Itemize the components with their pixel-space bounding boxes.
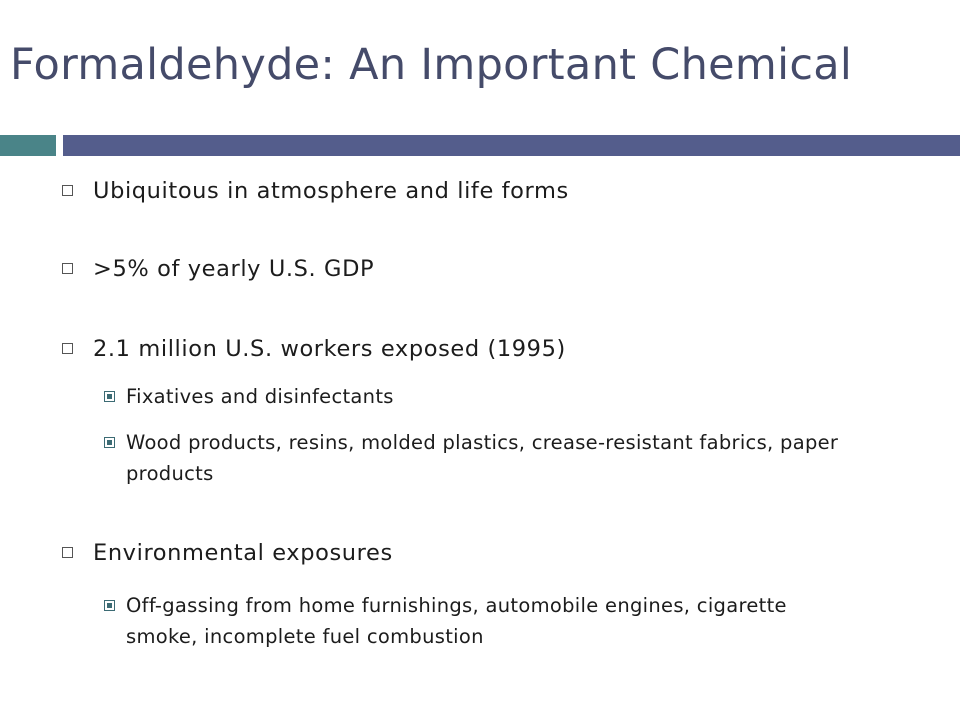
hollow-square-bullet-icon bbox=[62, 343, 73, 354]
hollow-square-bullet-icon bbox=[62, 263, 73, 274]
sub-bullet-text: Off-gassing from home furnishings, automobile engines, cigarette smoke, incomplete fuel combustion bbox=[126, 594, 787, 648]
hollow-square-bullet-icon bbox=[62, 547, 73, 558]
bullet-text: Environmental exposures bbox=[93, 540, 393, 566]
bullet-text: 2.1 million U.S. workers exposed (1995) bbox=[93, 336, 566, 362]
slide-title: Formaldehyde: An Important Chemical bbox=[10, 40, 853, 90]
filled-square-bullet-icon bbox=[104, 437, 115, 448]
sub-bullet-text: Fixatives and disinfectants bbox=[126, 385, 394, 408]
sub-bullet-text: Wood products, resins, molded plastics, crease-resistant fabrics, paper products bbox=[126, 431, 839, 485]
bullet-text: >5% of yearly U.S. GDP bbox=[93, 256, 375, 282]
filled-square-bullet-icon bbox=[104, 391, 115, 402]
hollow-square-bullet-icon bbox=[62, 185, 73, 196]
filled-square-bullet-icon bbox=[104, 600, 115, 611]
bullet-text: Ubiquitous in atmosphere and life forms bbox=[93, 178, 569, 204]
